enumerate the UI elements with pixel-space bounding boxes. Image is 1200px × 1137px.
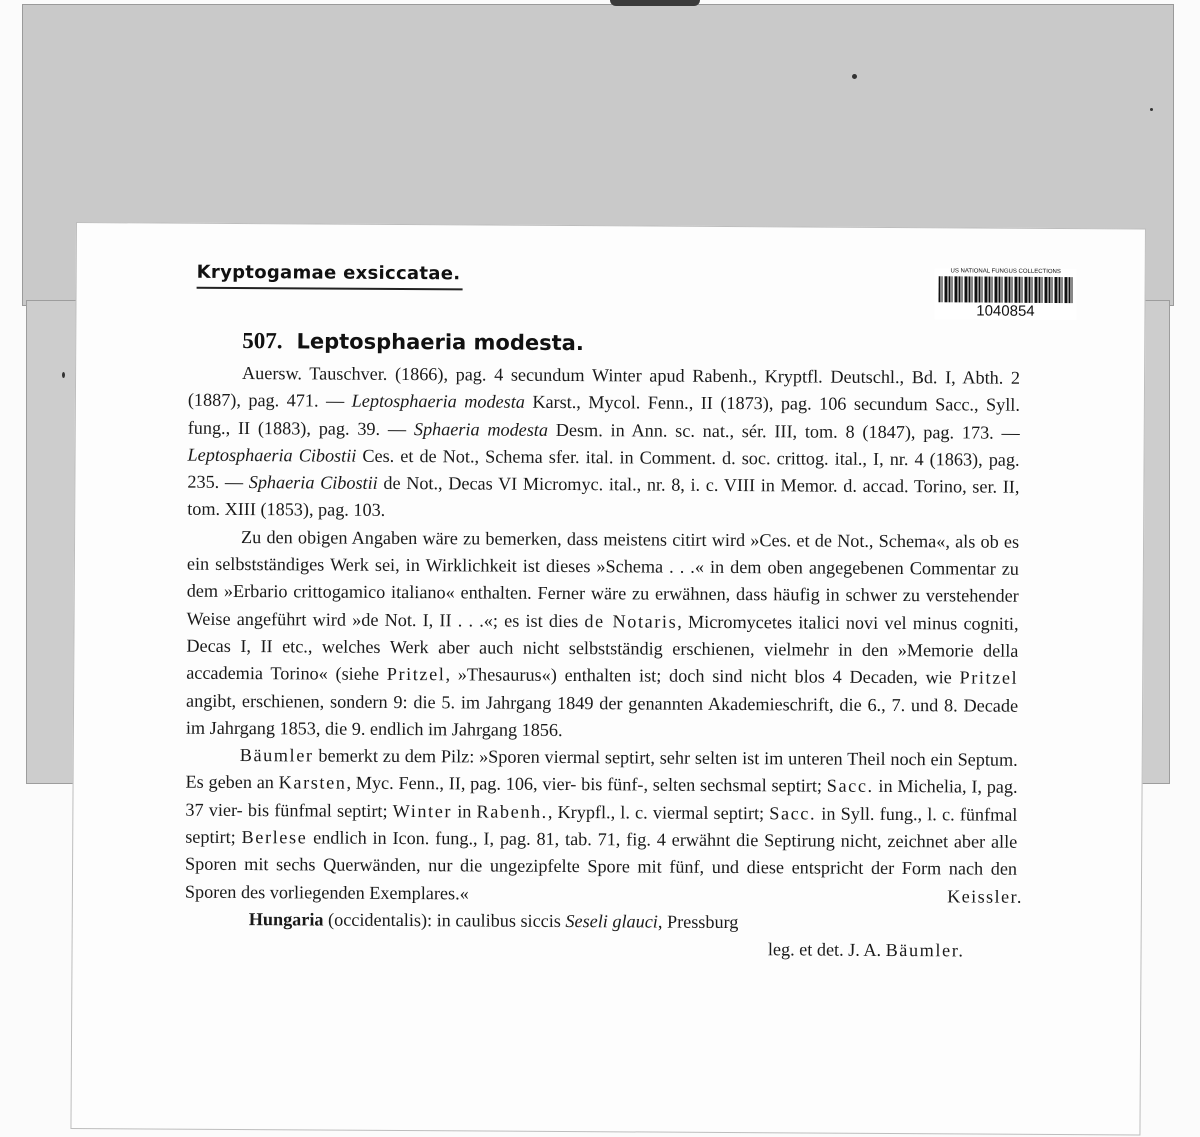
- text-run: , Micromycetes italici novi vel minus cogniti, Decas I, II etc., welches Werk aber auch nicht selbstständig erschienen, vielmehr in den »Memorie della accademia Torino« (siehe: [186, 611, 1019, 685]
- paper-speck: [852, 74, 857, 79]
- label-text: [184, 326, 1023, 966]
- text-run: (occidentalis): in caulibus siccis: [323, 909, 566, 931]
- text-run: leg. et det. J. A.: [767, 939, 886, 961]
- author-name: Berlese: [241, 827, 308, 848]
- collector-line: [184, 933, 1016, 965]
- paper-speck: [1150, 108, 1153, 111]
- author-name: Karsten: [278, 772, 347, 794]
- citation-note-paragraph: [186, 523, 1019, 746]
- author-name: Pritzel: [386, 664, 446, 685]
- barcode-caption: US NATIONAL FUNGUS COLLECTIONS: [950, 268, 1061, 276]
- taxon-name: Sphaeria modesta: [413, 418, 549, 440]
- text-run: Zu den obigen Angaben wäre zu bemerken, dass meistens citirt wird »Ces. et de Not., Schema«, als ob es ein selbstständiges Werk sei, in Wirklichkeit ist dieses »Schema . . .« in dem oben angegebenen Commentar zu dem »Erbario crittogamico italiano« enthalten. Ferner wäre zu erwähnen, dass häufig in schwer zu verstehender Weise angeführt wird »de Not. I, II . . .«; es ist dies: [186, 526, 1020, 631]
- printed-label: [70, 222, 1146, 1136]
- exsiccata-number: 507.: [242, 328, 283, 354]
- species-name: Leptosphaeria modesta.: [296, 329, 584, 356]
- locality-line: [185, 906, 1017, 938]
- text-run: bemerkt zu dem Pilz: »Sporen viermal septirt, sehr selten ist im unteren Theil noch ein Septum. Es geben an: [185, 745, 1018, 793]
- text-run: in: [452, 801, 477, 822]
- barcode-label: [934, 268, 1076, 320]
- text-run: , »Thesaurus«) enthalten ist; doch sind nicht blos 4 Decaden, wie: [445, 664, 960, 688]
- series-title: Kryptogamae exsiccatae.: [197, 262, 463, 291]
- text-run: , Pressburg: [657, 911, 739, 932]
- author-name: Sacc.: [769, 802, 817, 824]
- collector-name: Bäumler.: [885, 940, 965, 961]
- author-name: Winter: [392, 800, 453, 822]
- taxon-name: Leptosphaeria modesta: [351, 390, 525, 413]
- text-run: Karst., Mycol. Fenn., II (1873), pag. 106 secundum Sacc., Syll. fung., II (1883), pag. 39. —: [187, 392, 1020, 439]
- author-name: Sacc.: [826, 776, 874, 797]
- text-run: Desm. in Ann. sc. nat., sér. III, tom. 8 (1847), pag. 173. —: [547, 419, 1020, 443]
- paper-speck: [62, 372, 65, 378]
- taxon-name: Leptosphaeria Cibostii: [187, 444, 357, 466]
- text-run: in Syll. fung., l. c. fünfmal septirt;: [185, 803, 1018, 848]
- barcode-bars: [939, 276, 1073, 303]
- text-run: in Michelia, I, pag. 37 vier- bis fünfmal septirt;: [185, 776, 1018, 821]
- spore-note-paragraph: [184, 742, 1023, 911]
- author-name: de Notaris: [584, 610, 678, 632]
- text-run: Auersw. Tauschver. (1866), pag. 4 secundum Winter apud Rabenh., Kryptfl. Deutschl., Bd. I, Abth. 2 (1887), pag. 471. —: [187, 363, 1021, 411]
- taxon-name: Sphaeria Cibostii: [248, 472, 378, 494]
- country-name: Hungaria: [248, 909, 324, 930]
- host-name: Seseli glauci: [565, 910, 658, 932]
- barcode-number: 1040854: [976, 302, 1035, 320]
- author-name: Pritzel: [959, 667, 1019, 689]
- text-run: de Not., Decas VI Micromyc. ital., nr. 8, i. c. VIII in Memor. d. accad. Torino, ser. II, tom. XIII (1853), pag. 103.: [187, 473, 1020, 521]
- text-run: , Myc. Fenn., II, pag. 106, vier- bis fünf-, selten sechsmal septirt;: [346, 773, 827, 797]
- author-name: Bäumler: [239, 745, 314, 766]
- text-run: , Krypfl., l. c. viermal septirt;: [547, 801, 770, 823]
- synonymy-paragraph: [187, 360, 1020, 529]
- text-run: Ces. et de Not., Schema sfer. ital. in Comment. d. soc. crittog. ital., I, nr. 4 (1863), pag. 235. —: [187, 445, 1020, 493]
- text-run: endlich in Icon. fung., I, pag. 81, tab. 71, fig. 4 erwähnt die Septirung nicht, zeichnet aber alle Sporen mit sechs Querwänden, nur die ungezipfelte Spore mit fünf, und diese entspricht der Form nach den Sporen des vorliegenden Exemplares.«: [184, 827, 1018, 904]
- text-run: angibt, erschienen, sondern 9: die 5. im Jahrgang 1849 der genannten Akademieschrift, die 6., 7. und 8. Decade im Jahrgang 1853, die 9. endlich im Jahrgang 1856.: [185, 690, 1019, 740]
- note-signature: Keissler.: [947, 885, 1023, 907]
- author-name: Rabenh.: [476, 801, 548, 822]
- specimen-edge: [610, 0, 700, 6]
